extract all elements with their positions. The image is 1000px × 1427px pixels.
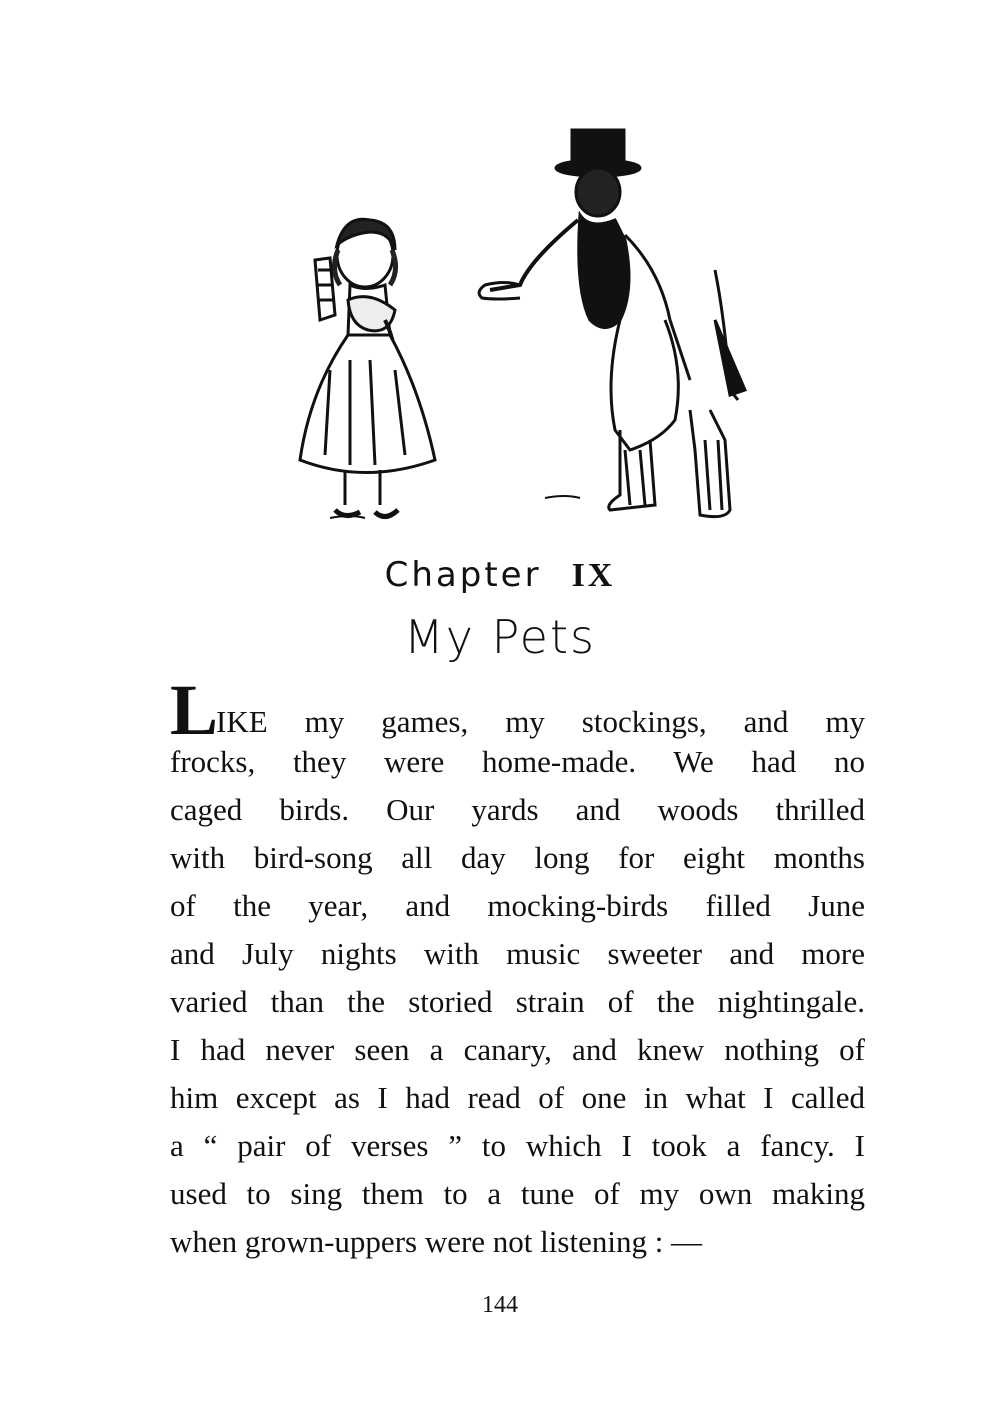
- text-line: of the year, and mocking-birds filled June: [170, 888, 865, 923]
- text-line: used to sing them to a tune of my own making: [170, 1176, 865, 1211]
- man-figure: [479, 130, 745, 517]
- chapter-title: My Pets: [404, 610, 596, 664]
- girl-and-man-illustration-icon: [290, 120, 760, 540]
- text-line: I had never seen a canary, and knew nothing of: [170, 1032, 865, 1067]
- chapter-number: IX: [571, 557, 616, 594]
- chapter-heading: [0, 555, 1000, 595]
- text-line: a “ pair of verses ” to which I took a fancy. I: [170, 1128, 865, 1163]
- body-paragraph: [170, 670, 865, 1266]
- text-line: with bird-song all day long for eight months: [170, 840, 865, 875]
- text-line: varied than the storied strain of the nightingale.: [170, 984, 865, 1019]
- drop-cap: L: [170, 670, 217, 750]
- text-line: frocks, they were home-made. We had no: [170, 744, 865, 779]
- text-line: him except as I had read of one in what I called: [170, 1080, 865, 1115]
- text-line: LIKE my games, my stockings, and my: [170, 670, 865, 750]
- text-line: caged birds. Our yards and woods thrilled: [170, 792, 865, 827]
- chapter-label: Chapter: [384, 555, 542, 595]
- page-number: 144: [482, 1292, 518, 1318]
- girl-figure: [300, 219, 435, 516]
- text-line: when grown-uppers were not listening : —: [170, 1224, 703, 1259]
- text-line: and July nights with music sweeter and more: [170, 936, 865, 971]
